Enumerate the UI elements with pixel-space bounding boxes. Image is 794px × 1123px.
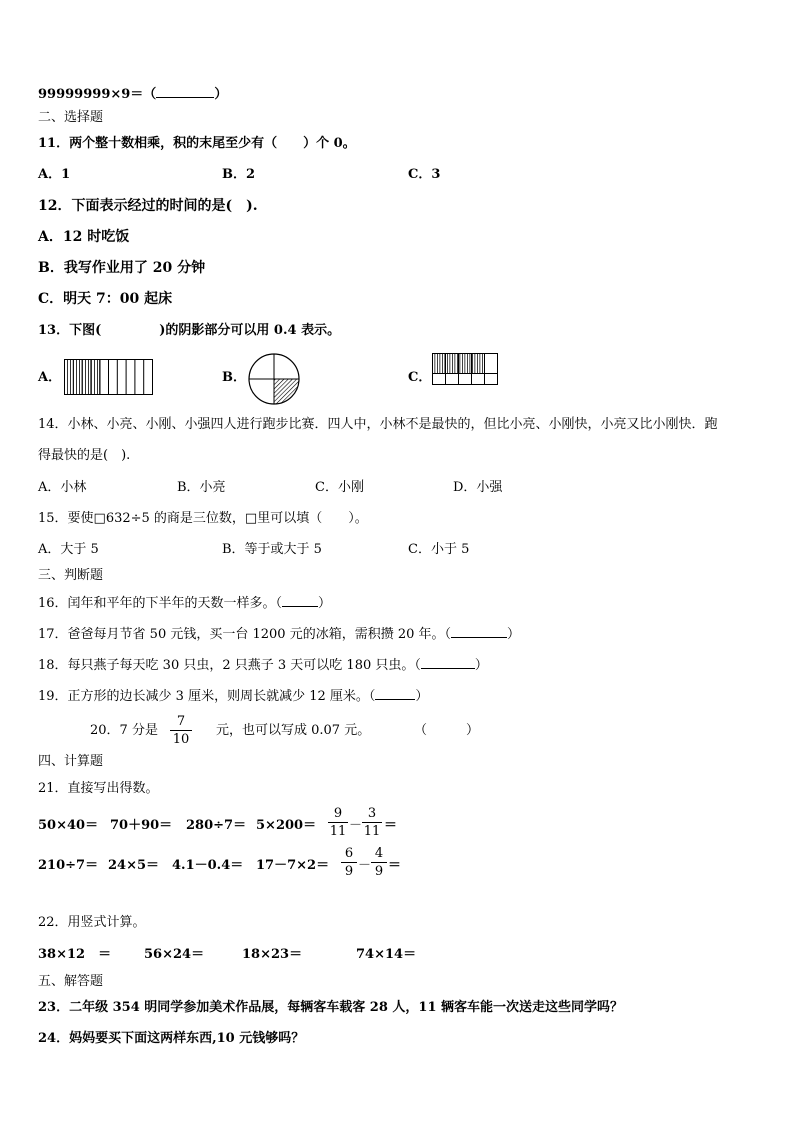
question-11: 11．两个整十数相乘，积的末尾至少有（ ）个 0。: [38, 136, 356, 151]
q14-option-b: B．小亮: [177, 480, 226, 495]
section-heading-choice: 二、选择题: [38, 110, 104, 125]
question-22: 22．用竖式计算。: [38, 915, 146, 930]
answer-blank: [156, 85, 214, 98]
question-13: 13．下图( )的阴影部分可以用 0.4 表示。: [38, 323, 341, 338]
calc-item: 70＋90＝: [110, 818, 173, 833]
q11-option-c: C．3: [408, 167, 441, 182]
question-20-prefix: 20．7 分是: [90, 723, 158, 738]
q13-option-c: C．: [408, 370, 432, 385]
fraction: 3 11: [363, 806, 381, 839]
question-16: 16．闰年和平年的下半年的天数一样多。（ ）: [38, 596, 332, 611]
question-18: 18．每只燕子每天吃 30 只虫，2 只燕子 3 天可以吃 180 只虫。（ ）: [38, 658, 488, 673]
calc-item: 4.1－0.4＝: [172, 858, 244, 873]
q15-option-c: C．小于 5: [408, 542, 470, 557]
vertical-calc-item: 38×12 ＝: [38, 947, 112, 962]
question-19: 19．正方形的边长减少 3 厘米，则周长就减少 12 厘米。（ ）: [38, 689, 429, 704]
q15-option-b: B．等于或大于 5: [222, 542, 322, 557]
question-14-line2: 得最快的是( ).: [38, 448, 131, 463]
question-20-suffix: 元，也可以写成 0.07 元。: [216, 723, 371, 738]
q12-option-b: B．我写作业用了 20 分钟: [38, 260, 206, 276]
question-10: 99999999×9＝（ ）: [38, 87, 228, 102]
vertical-calc-item: 56×24＝: [144, 947, 205, 962]
minus-sign: －: [358, 858, 372, 873]
strip-figure: [64, 359, 154, 395]
q12-option-a: A．12 时吃饭: [38, 229, 130, 245]
vertical-calc-item: 18×23＝: [242, 947, 303, 962]
q14-option-d: D．小强: [453, 480, 503, 495]
circle-figure: [247, 352, 301, 406]
question-12: 12．下面表示经过的时间的是( ).: [38, 198, 258, 214]
q12-option-c: C．明天 7：00 起床: [38, 291, 173, 307]
vertical-calc-item: 74×14＝: [356, 947, 417, 962]
fraction: 9 11: [329, 806, 347, 839]
calc-item: 210÷7＝: [38, 858, 99, 873]
q14-option-c: C．小刚: [315, 480, 364, 495]
question-20-paren: （ ）: [414, 723, 480, 738]
fraction: 4 9: [371, 846, 387, 879]
equals-sign: ＝: [388, 858, 402, 873]
grid-figure: [432, 353, 498, 385]
question-17: 17．爸爸每月节省 50 元钱，买一台 1200 元的冰箱，需积攒 20 年。（ ）: [38, 627, 521, 642]
fraction: 6 9: [341, 846, 357, 879]
calc-item: 17－7×2＝: [256, 858, 330, 873]
minus-sign: －: [349, 818, 363, 833]
q14-option-a: A．小林: [38, 480, 87, 495]
q13-option-a: A．: [38, 370, 62, 385]
question-24: 24．妈妈要买下面这两样东西,10 元钱够吗？: [38, 1031, 305, 1046]
section-heading-answer: 五、解答题: [38, 974, 104, 989]
q15-option-a: A．大于 5: [38, 542, 99, 557]
calc-item: 24×5＝: [108, 858, 160, 873]
question-14-line1: 14．小林、小亮、小刚、小强四人进行跑步比赛．四人中，小林不是最快的，但比小亮、小刚快，小亮又比小刚快．跑: [38, 417, 718, 432]
question-15: 15．要使□632÷5 的商是三位数，□里可以填（ ）。: [38, 511, 368, 526]
q11-option-b: B．2: [222, 167, 256, 182]
question-23: 23．二年级 354 明同学参加美术作品展，每辆客车载客 28 人，11 辆客车能一次送走这些同学吗？: [38, 1000, 624, 1015]
equals-sign: ＝: [384, 818, 398, 833]
section-heading-judge: 三、判断题: [38, 568, 104, 583]
q11-option-a: A．1: [38, 167, 71, 182]
calc-item: 5×200＝: [256, 818, 317, 833]
section-heading-calc: 四、计算题: [38, 754, 104, 769]
calc-item: 50×40＝: [38, 818, 99, 833]
q13-option-b: B．: [222, 370, 246, 385]
calc-item: 280÷7＝: [186, 818, 247, 833]
fraction-7-10: 7 10: [170, 714, 192, 747]
question-21: 21．直接写出得数。: [38, 781, 159, 796]
